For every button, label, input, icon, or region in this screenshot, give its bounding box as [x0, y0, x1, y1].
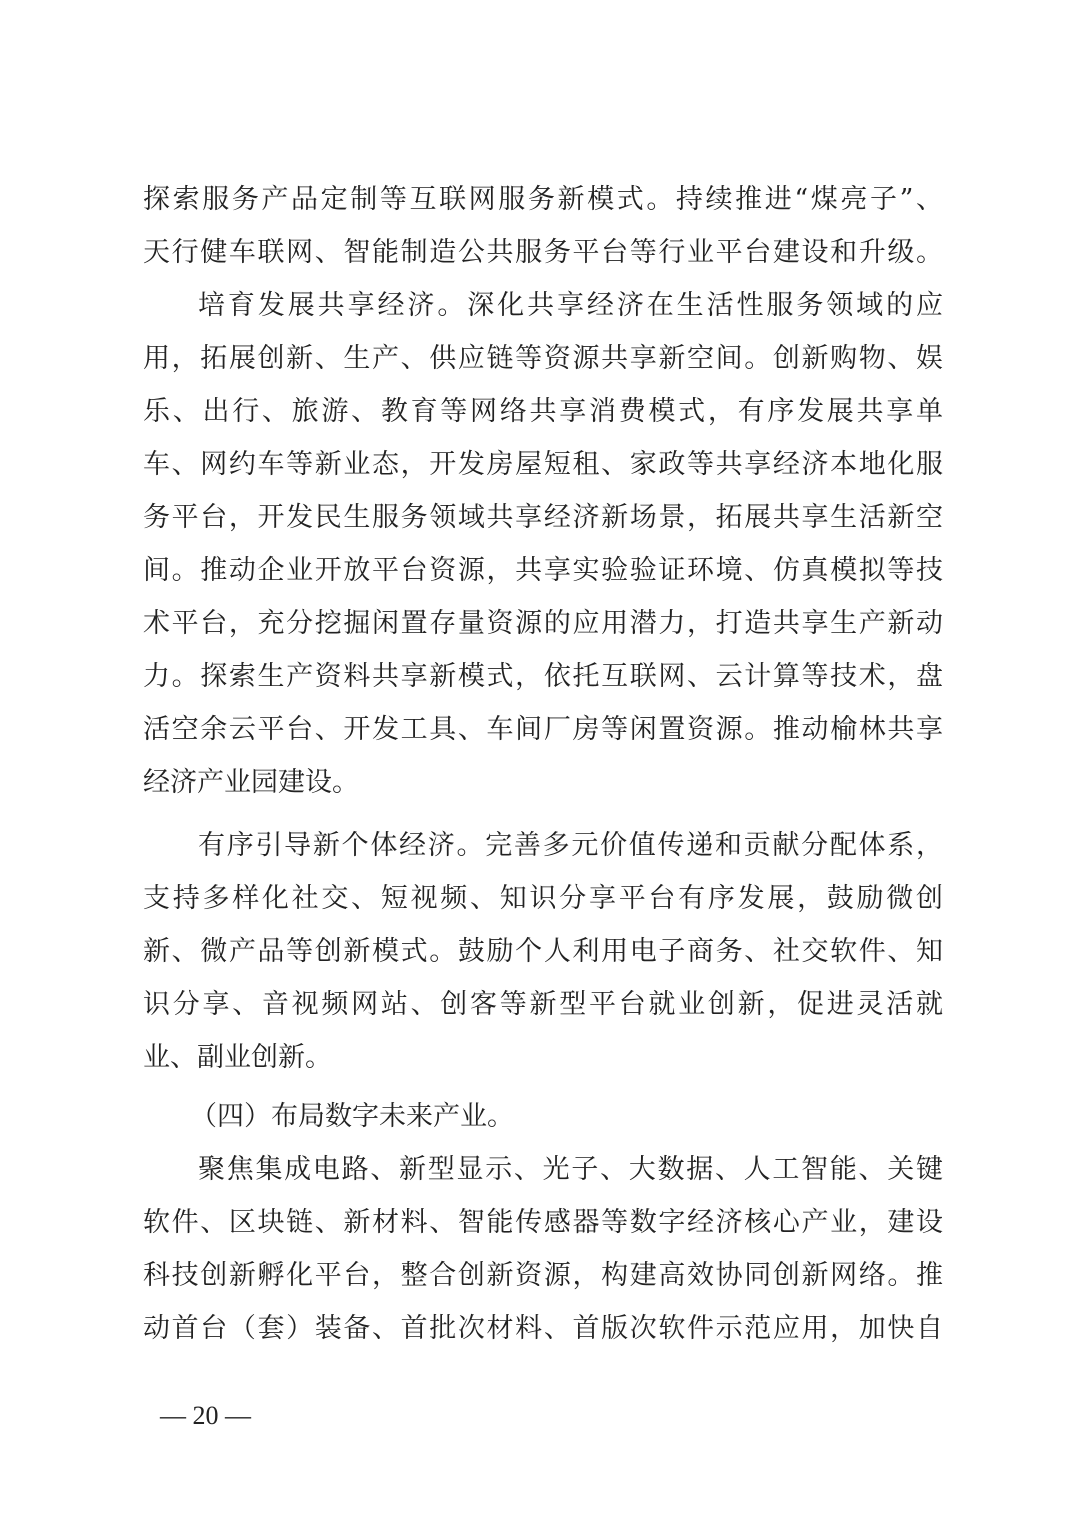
text-line: 探索服务产品定制等互联网服务新模式。持续推进“煤亮子”、 — [143, 184, 943, 215]
section-heading: （四）布局数字未来产业。 — [190, 1101, 514, 1132]
text-line: 力。探索生产资料共享新模式，依托互联网、云计算等技术，盘 — [143, 661, 943, 692]
text-line: 新、微产品等创新模式。鼓励个人利用电子商务、社交软件、知 — [143, 936, 943, 967]
text-line: 软件、区块链、新材料、智能传感器等数字经济核心产业，建设 — [143, 1207, 943, 1238]
text-line: 术平台，充分挖掘闲置存量资源的应用潜力，打造共享生产新动 — [143, 608, 943, 639]
text-line: 间。推动企业开放平台资源，共享实验验证环境、仿真模拟等技 — [143, 555, 943, 586]
paragraph-last-line: 业、副业创新。 — [143, 1042, 332, 1073]
paragraph-last-line: 经济产业园建设。 — [143, 767, 359, 798]
text-line: 支持多样化社交、短视频、知识分享平台有序发展，鼓励微创 — [143, 883, 943, 914]
text-line: 天行健车联网、智能制造公共服务平台等行业平台建设和升级。 — [143, 237, 943, 268]
paragraph-first-line: 有序引导新个体经济。完善多元价值传递和贡献分配体系， — [198, 830, 943, 861]
paragraph-first-line: 聚焦集成电路、新型显示、光子、大数据、人工智能、关键 — [198, 1154, 943, 1185]
text-line: 务平台，开发民生服务领域共享经济新场景，拓展共享生活新空 — [143, 502, 943, 533]
text-line: 科技创新孵化平台，整合创新资源，构建高效协同创新网络。推 — [143, 1260, 943, 1291]
text-line: 用，拓展创新、生产、供应链等资源共享新空间。创新购物、娱 — [143, 343, 943, 374]
text-line: 乐、出行、旅游、教育等网络共享消费模式，有序发展共享单 — [143, 396, 943, 427]
text-line: 车、网约车等新业态，开发房屋短租、家政等共享经济本地化服 — [143, 449, 943, 480]
text-line: 活空余云平台、开发工具、车间厂房等闲置资源。推动榆林共享 — [143, 714, 943, 745]
paragraph-first-line: 培育发展共享经济。深化共享经济在生活性服务领域的应 — [198, 290, 943, 321]
text-line: 识分享、音视频网站、创客等新型平台就业创新，促进灵活就 — [143, 989, 943, 1020]
text-line: 动首台（套）装备、首批次材料、首版次软件示范应用，加快自 — [143, 1313, 943, 1344]
page-number: — 20 — — [160, 1401, 251, 1430]
